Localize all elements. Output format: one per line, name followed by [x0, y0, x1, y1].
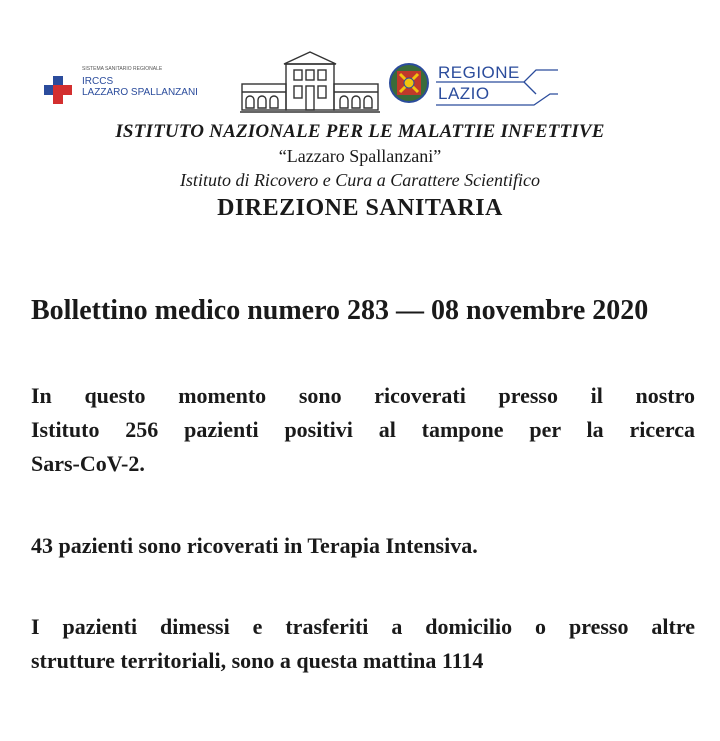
paragraph-3-line-2: strutture territoriali, sono a questa mattina 1114 [31, 648, 484, 673]
irccs-label: IRCCS [82, 76, 114, 87]
bulletin-paragraph-1 [31, 379, 695, 481]
paragraph-1-line-1: In questo momento sono ricoverati presso il nostro [31, 383, 695, 408]
medical-cross-icon [42, 74, 74, 106]
bulletin-paragraph-2: 43 pazienti sono ricoverati in Terapia Intensiva. [31, 533, 478, 558]
bulletin-title: Bollettino medico numero 283 — 08 novembre 2020 [31, 295, 649, 326]
spallanzani-label: LAZZARO SPALLANZANI [82, 87, 198, 98]
institute-subtitle: Istituto di Ricovero e Cura a Carattere Scientifico [179, 170, 541, 190]
regione-lazio-emblem-icon [388, 62, 430, 104]
regione-lazio-logo [436, 61, 566, 107]
letterhead [0, 120, 720, 224]
department-name: DIREZIONE SANITARIA [217, 195, 503, 221]
paragraph-1-line-2: Istituto 256 pazienti positivi al tampone per la ricerca [31, 417, 695, 442]
institute-dedication: “Lazzaro Spallanzani” [278, 146, 442, 166]
hospital-building-icon [240, 48, 380, 114]
institute-name: ISTITUTO NAZIONALE PER LE MALATTIE INFETTIVE [115, 121, 605, 142]
irccs-spallanzani-logo [42, 65, 232, 105]
lazio-label: LAZIO [438, 84, 490, 103]
bulletin-paragraph-3 [31, 610, 695, 678]
irccs-small-text: SISTEMA SANITARIO REGIONALE [82, 66, 163, 72]
logo-bar [0, 48, 720, 118]
paragraph-3-line-1: I pazienti dimessi e trasferiti a domicilio o presso altre [31, 614, 695, 639]
regione-label: REGIONE [438, 63, 520, 82]
paragraph-1-line-3: Sars-CoV-2. [31, 451, 145, 476]
